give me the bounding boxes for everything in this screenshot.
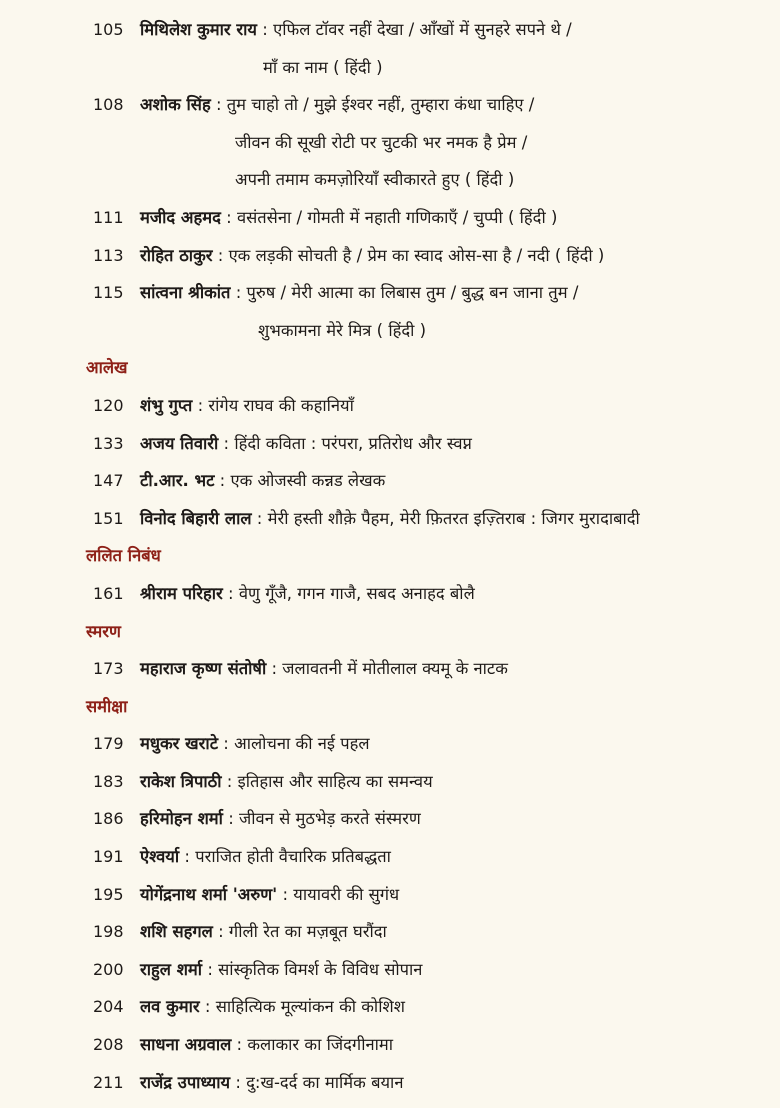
entry-title: एफिल टॉवर नहीं देखा / आँखों में सुनहरे सपने थे / — [273, 20, 572, 39]
toc-entry[interactable] — [0, 274, 780, 312]
page-number: 191 — [93, 847, 124, 867]
author-name: राहुल शर्मा — [140, 959, 203, 979]
author-name: शशि सहगल — [140, 922, 213, 942]
entry-title: पुरुष / मेरी आत्मा का लिबास तुम / बुद्ध बन जाना तुम / — [246, 283, 579, 303]
separator: : — [221, 771, 238, 791]
toc-entry[interactable] — [0, 650, 780, 688]
author-name: योगेंद्रनाथ शर्मा 'अरुण' — [140, 884, 278, 904]
toc-entry[interactable] — [0, 86, 780, 124]
entry-text — [140, 838, 391, 876]
separator: : — [212, 922, 229, 942]
page-number: 198 — [93, 922, 124, 942]
page-number: 108 — [93, 95, 124, 115]
author-name: महाराज कृष्ण संतोषी — [140, 659, 267, 679]
entry-title-continued: शुभकामना मेरे मित्र ( हिंदी ) — [258, 320, 427, 340]
page-number: 211 — [93, 1072, 124, 1092]
separator: : — [222, 809, 240, 829]
author-name: अशोक सिंह — [140, 95, 211, 115]
toc-entry[interactable] — [0, 500, 780, 538]
separator: : — [230, 1072, 247, 1092]
entry-title: हिंदी कविता : परंपरा, प्रतिरोध और स्वप्न — [234, 433, 472, 453]
section-heading: आलेख — [86, 358, 128, 378]
entry-text — [140, 650, 508, 688]
entry-title: वसंतसेना / गोमती में नहाती गणिकाएँ / चुप्पी ( हिंदी ) — [236, 207, 558, 227]
section-heading-row — [0, 613, 780, 651]
separator: : — [251, 508, 268, 528]
entry-title-continued: अपनी तमाम कमज़ोरियाँ स्वीकारते हुए ( हिंदी ) — [235, 170, 515, 190]
page-number: 133 — [93, 433, 124, 453]
toc-entry[interactable] — [0, 725, 780, 763]
author-name: अजय तिवारी — [140, 433, 219, 453]
toc-entry-continuation — [0, 124, 780, 162]
page-number: 113 — [93, 245, 124, 265]
toc-entry[interactable] — [0, 913, 780, 951]
author-name: राकेश त्रिपाठी — [140, 771, 222, 791]
toc-entry-continuation — [0, 49, 780, 87]
page-number: 179 — [93, 734, 124, 754]
author-name: श्रीराम परिहार — [140, 583, 223, 603]
entry-text — [140, 725, 370, 763]
separator: : — [199, 997, 216, 1017]
entry-text — [140, 274, 578, 312]
toc-entry[interactable] — [0, 876, 780, 914]
toc-entry[interactable] — [0, 800, 780, 838]
entry-title: एक लड़की सोचती है / प्रेम का स्वाद ओस-सा है / नदी ( हिंदी ) — [228, 245, 605, 265]
toc-entry[interactable] — [0, 1026, 780, 1064]
page-number: 208 — [93, 1035, 124, 1055]
entry-text — [140, 988, 405, 1026]
page-number: 173 — [93, 659, 124, 679]
page-number: 115 — [93, 283, 124, 303]
entry-title: जीवन से मुठभेड़ करते संस्मरण — [239, 809, 421, 829]
toc-entry[interactable] — [0, 425, 780, 463]
separator: : — [231, 1035, 248, 1055]
entry-title: तुम चाहो तो / मुझे ईश्वर नहीं, तुम्हारा कंधा चाहिए / — [226, 95, 535, 115]
entry-text — [140, 913, 387, 951]
toc-entry-continuation — [0, 312, 780, 350]
author-name: विनोद बिहारी लाल — [140, 508, 252, 528]
entry-text — [140, 500, 640, 538]
entry-text — [140, 387, 354, 425]
entry-title: कलाकार का जिंदगीनामा — [247, 1035, 394, 1055]
page-number: 183 — [93, 771, 124, 791]
entry-text — [140, 199, 557, 237]
table-of-contents — [0, 11, 780, 1101]
toc-entry[interactable] — [0, 199, 780, 237]
separator: : — [192, 395, 209, 415]
entry-text — [140, 237, 604, 275]
toc-entry[interactable] — [0, 763, 780, 801]
entry-title: पराजित होती वैचारिक प्रतिबद्धता — [195, 847, 391, 867]
page-number: 151 — [93, 508, 124, 528]
entry-text — [140, 1064, 404, 1102]
entry-text — [140, 951, 422, 989]
section-heading: ललित निबंध — [86, 546, 161, 566]
entry-title: सांस्कृतिक विमर्श के विविध सोपान — [218, 959, 423, 979]
toc-entry[interactable] — [0, 951, 780, 989]
toc-entry-continuation — [0, 161, 780, 199]
separator: : — [210, 95, 227, 115]
separator: : — [277, 884, 294, 904]
author-name: मधुकर खराटे — [140, 734, 219, 754]
page-number: 186 — [93, 809, 124, 829]
separator: : — [202, 959, 219, 979]
separator: : — [257, 20, 274, 39]
entry-title: एक ओजस्वी कन्नड लेखक — [230, 471, 386, 491]
entry-text — [140, 800, 421, 838]
author-name: लव कुमार — [140, 997, 200, 1017]
toc-entry[interactable] — [0, 838, 780, 876]
entry-text — [140, 11, 572, 49]
separator: : — [179, 847, 196, 867]
entry-title: मेरी हस्ती शौक़े पैहम, मेरी फ़ितरत इज़्तिराब : जिगर मुरादाबादी — [267, 508, 640, 528]
page-number: 105 — [93, 20, 124, 39]
author-name: मजीद अहमद — [140, 207, 221, 227]
entry-title: यायावरी की सुगंध — [293, 884, 400, 904]
separator: : — [220, 207, 237, 227]
section-heading: समीक्षा — [86, 696, 128, 716]
toc-entry[interactable] — [0, 237, 780, 275]
author-name: रोहित ठाकुर — [140, 245, 213, 265]
toc-entry[interactable] — [0, 575, 780, 613]
entry-title: दु:ख-दर्द का मार्मिक बयान — [246, 1072, 404, 1092]
separator: : — [212, 245, 229, 265]
section-heading-row — [0, 349, 780, 387]
entry-text — [140, 462, 385, 500]
page-number: 161 — [93, 583, 124, 603]
separator: : — [214, 471, 231, 491]
toc-entry[interactable] — [0, 1064, 780, 1102]
page-number: 120 — [93, 395, 124, 415]
toc-entry[interactable] — [0, 988, 780, 1026]
entry-text — [140, 876, 399, 914]
separator: : — [266, 659, 283, 679]
entry-title: गीली रेत का मज़बूत घरौंदा — [228, 922, 387, 942]
entry-title: जलावतनी में मोतीलाल क्यमू के नाटक — [282, 659, 508, 679]
page-number: 195 — [93, 884, 124, 904]
entry-text — [140, 575, 475, 613]
entry-title: वेणु गूँजै, गगन गाजै, सबद अनाहद बोलै — [238, 583, 475, 603]
separator: : — [222, 583, 239, 603]
page-number: 111 — [93, 207, 124, 227]
entry-text — [140, 425, 472, 463]
entry-text — [140, 1026, 393, 1064]
page-number: 147 — [93, 471, 124, 491]
section-heading-row — [0, 688, 780, 726]
author-name: शंभु गुप्त — [140, 395, 193, 415]
page-number: 200 — [93, 959, 124, 979]
entry-text — [140, 763, 433, 801]
entry-text — [140, 86, 534, 124]
author-name: ऐश्वर्या — [140, 847, 180, 867]
section-heading-row — [0, 537, 780, 575]
toc-entry[interactable] — [0, 11, 780, 49]
entry-title: साहित्यिक मूल्यांकन की कोशिश — [215, 997, 405, 1017]
author-name: हरिमोहन शर्मा — [140, 809, 223, 829]
entry-title-continued: जीवन की सूखी रोटी पर चुटकी भर नमक है प्रेम / — [235, 132, 528, 152]
page-number: 204 — [93, 997, 124, 1017]
entry-title-continued: माँ का नाम ( हिंदी ) — [263, 57, 383, 77]
entry-title: इतिहास और साहित्य का समन्वय — [237, 771, 433, 791]
author-name: राजेंद्र उपाध्याय — [140, 1072, 231, 1092]
toc-entry[interactable] — [0, 387, 780, 425]
separator: : — [230, 283, 247, 303]
author-name: टी.आर. भट — [140, 471, 215, 491]
separator: : — [218, 734, 235, 754]
entry-title: आलोचना की नई पहल — [234, 734, 370, 754]
separator: : — [218, 433, 235, 453]
toc-entry[interactable] — [0, 462, 780, 500]
entry-title: रांगेय राघव की कहानियाँ — [208, 395, 354, 415]
author-name: साधना अग्रवाल — [140, 1035, 232, 1055]
section-heading: स्मरण — [86, 621, 121, 641]
author-name: मिथिलेश कुमार राय — [140, 20, 258, 39]
author-name: सांत्वना श्रीकांत — [140, 283, 231, 303]
